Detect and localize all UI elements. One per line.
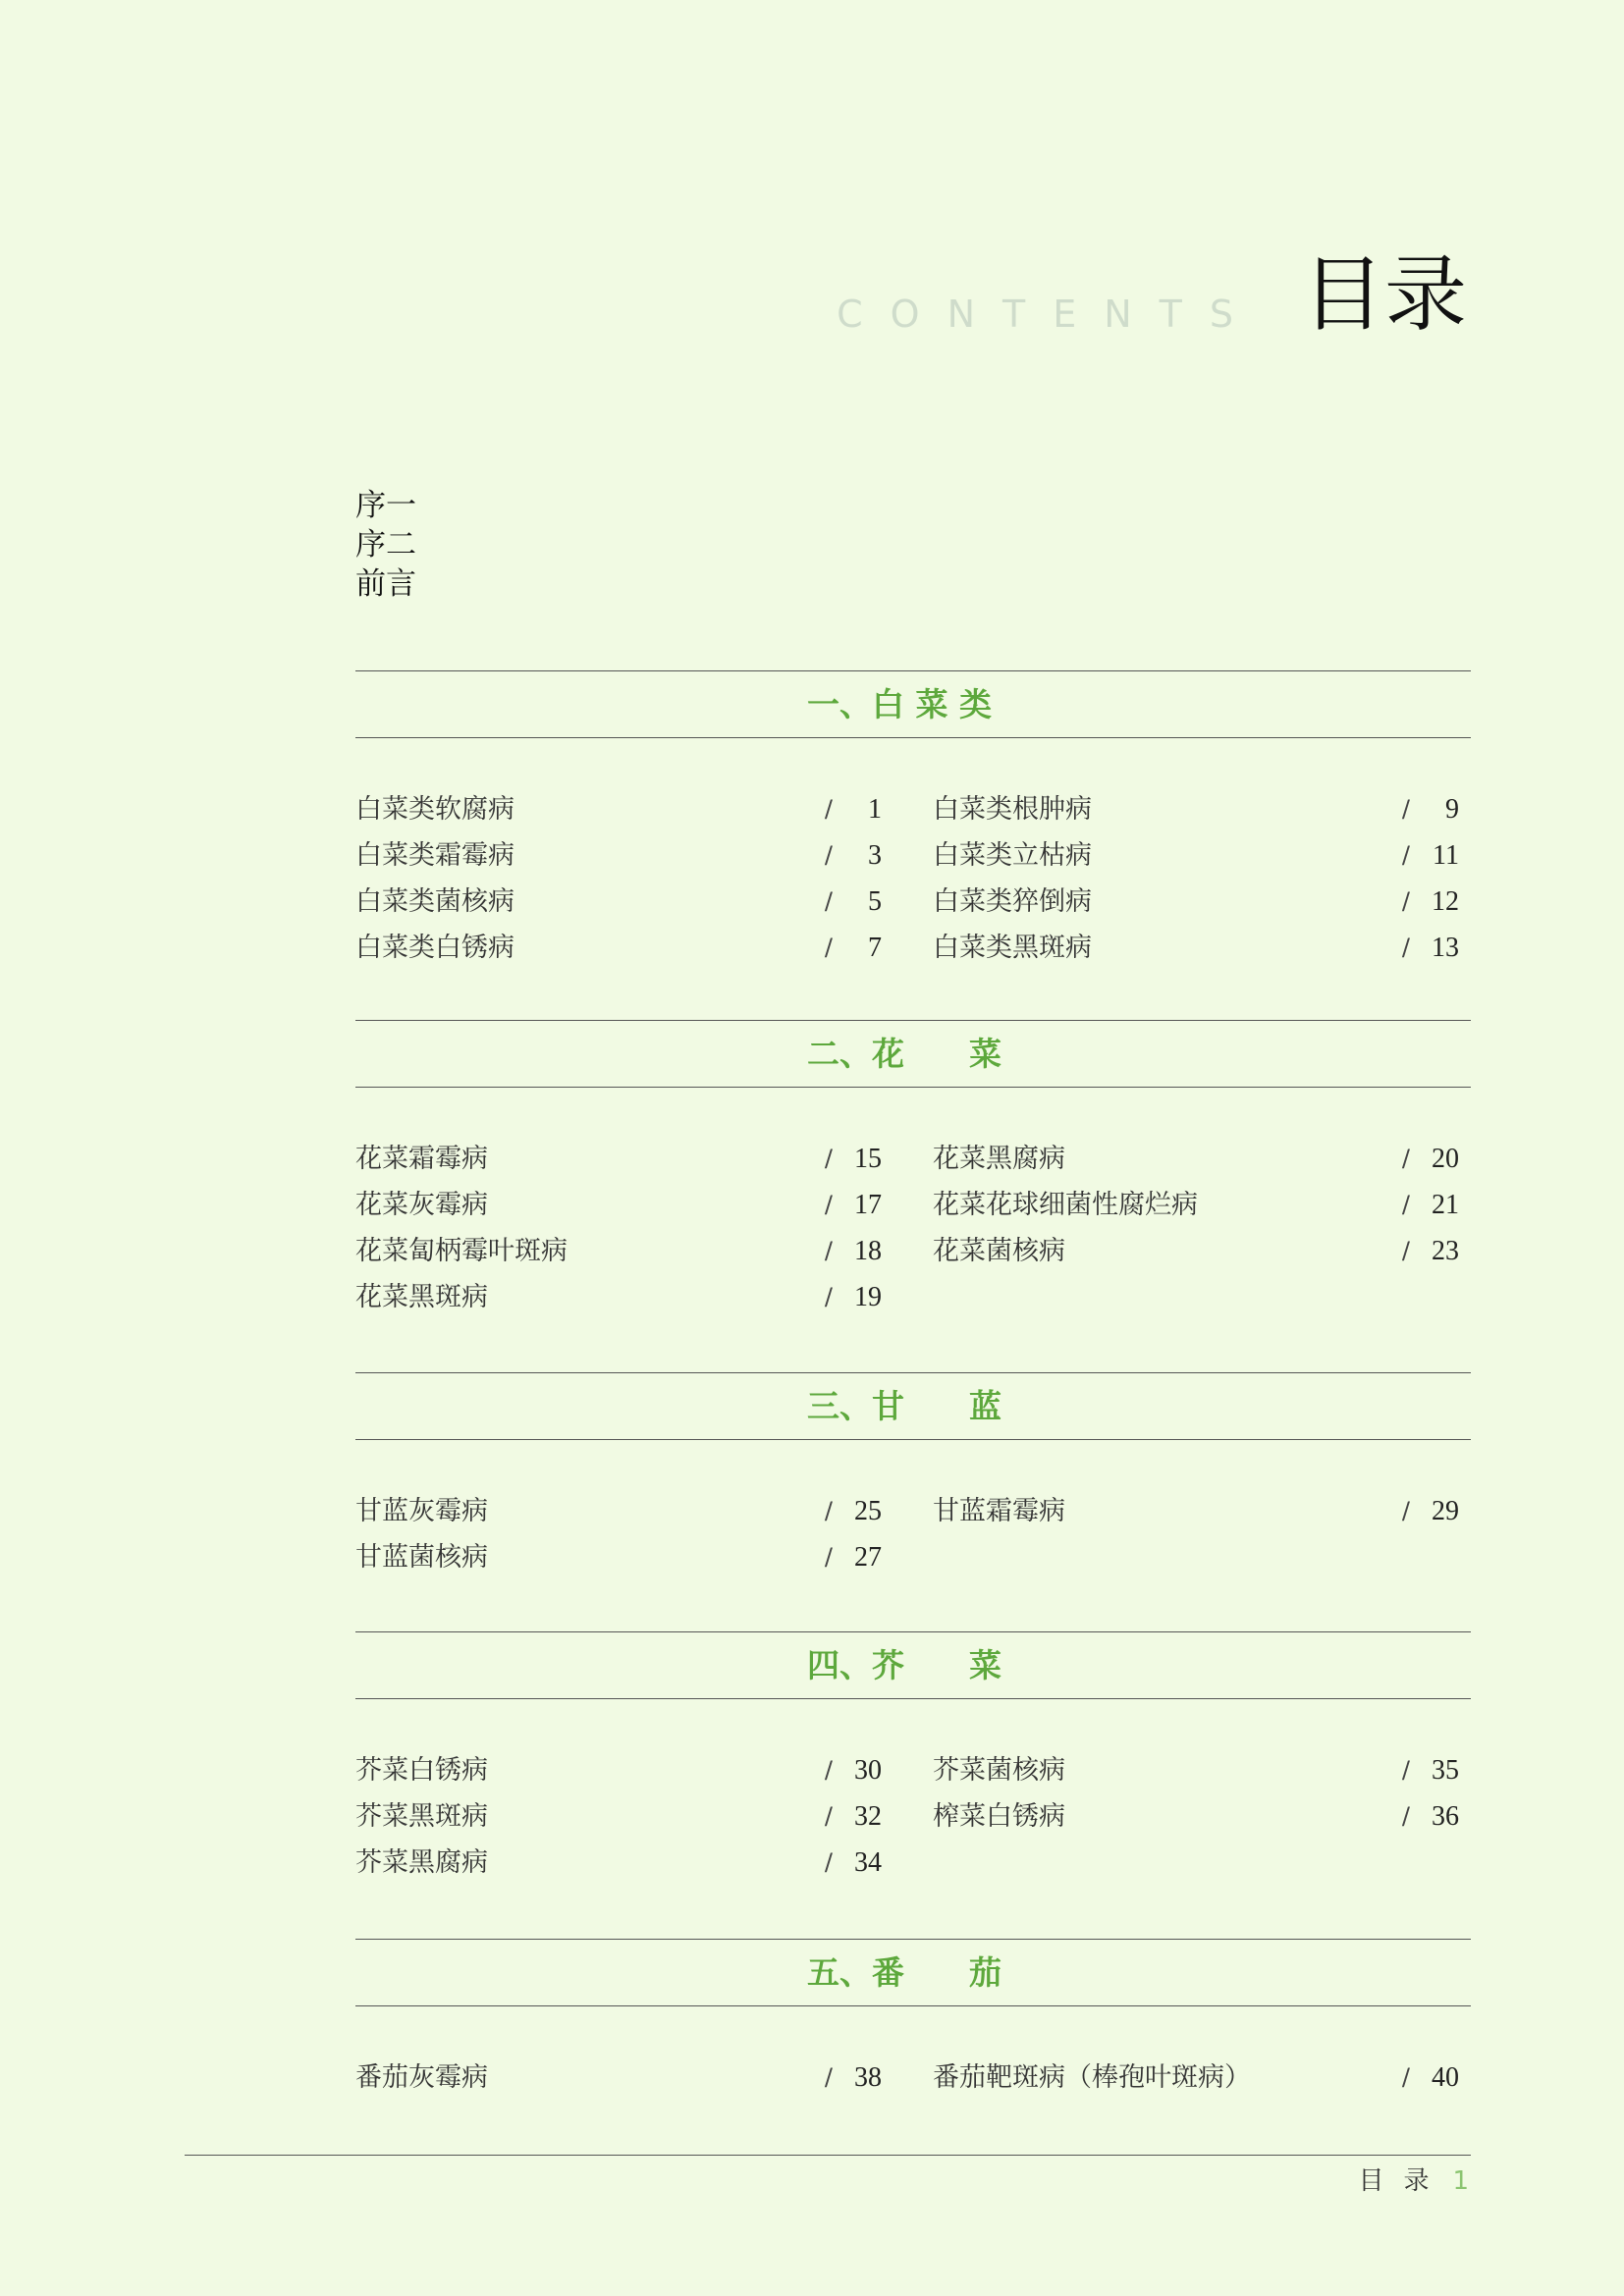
section-header [355, 1631, 1471, 1699]
toc-entry-page-number: 30 [854, 1755, 882, 1786]
toc-entry-page-number: 3 [868, 840, 882, 871]
toc-section [355, 1020, 1471, 1312]
toc-entry-page-number: 17 [854, 1190, 882, 1220]
toc-entry[interactable] [355, 2055, 882, 2101]
toc-section [355, 1631, 1471, 1878]
toc-entry-separator: / [824, 1237, 833, 1264]
toc-entry-page-number: 25 [854, 1496, 882, 1526]
toc-entry-title: 榨菜白锈病 [933, 1801, 1065, 1832]
toc-entry[interactable] [933, 1488, 1459, 1534]
toc-entry-separator: / [824, 1802, 833, 1830]
toc-entry[interactable] [355, 879, 882, 925]
toc-entry-page-number: 20 [1432, 1144, 1459, 1174]
toc-entry[interactable] [355, 786, 882, 832]
toc-entry-page-number: 7 [868, 933, 882, 963]
toc-entry-title: 花菜花球细菌性腐烂病 [933, 1190, 1198, 1220]
section-title: 五、番 茄 [807, 1953, 1001, 1992]
toc-entry-title: 甘蓝菌核病 [355, 1542, 488, 1573]
toc-entry[interactable] [933, 879, 1459, 925]
toc-entry-page-number: 5 [868, 886, 882, 917]
toc-entry-separator: / [1401, 1497, 1410, 1524]
toc-entry[interactable] [933, 786, 1459, 832]
toc-preface-2[interactable]: 序二 [355, 527, 416, 562]
toc-entry-title: 甘蓝灰霉病 [355, 1496, 488, 1526]
toc-entry-separator: / [1401, 887, 1410, 915]
toc-entry[interactable] [933, 925, 1459, 971]
page-title: 目录 [1301, 246, 1467, 343]
toc-entry-page-number: 38 [854, 2062, 882, 2093]
toc-entry[interactable] [933, 1793, 1459, 1840]
toc-entry-separator: / [1401, 1191, 1410, 1218]
section-header [355, 1372, 1471, 1440]
page-footer [1358, 2162, 1469, 2201]
toc-preface-1[interactable]: 序一 [355, 488, 416, 523]
toc-entry-separator: / [1401, 795, 1410, 823]
toc-section [355, 670, 1471, 963]
toc-entry-title: 花菜灰霉病 [355, 1190, 488, 1220]
toc-entry-title: 番茄靶斑病（棒孢叶斑病） [933, 2062, 1251, 2093]
toc-entry-page-number: 18 [854, 1236, 882, 1266]
toc-entry-separator: / [1401, 1756, 1410, 1784]
toc-entry-page-number: 34 [854, 1847, 882, 1878]
section-header [355, 1020, 1471, 1088]
toc-entry-separator: / [1401, 841, 1410, 869]
toc-foreword[interactable]: 前言 [355, 566, 416, 602]
toc-entry-separator: / [824, 2063, 833, 2091]
toc-entry-title: 白菜类猝倒病 [933, 886, 1092, 917]
toc-entry[interactable] [933, 1136, 1459, 1182]
toc-entry-separator: / [824, 1497, 833, 1524]
section-title: 四、芥 菜 [807, 1646, 1001, 1684]
toc-entry-page-number: 21 [1432, 1190, 1459, 1220]
toc-entry-separator: / [1401, 934, 1410, 961]
toc-entry-page-number: 32 [854, 1801, 882, 1832]
toc-entry-title: 番茄灰霉病 [355, 2062, 488, 2093]
toc-entry-separator: / [1401, 1145, 1410, 1172]
toc-entry-page-number: 15 [854, 1144, 882, 1174]
toc-entry-page-number: 11 [1433, 840, 1459, 871]
toc-entry-page-number: 13 [1432, 933, 1459, 963]
toc-entry-title: 芥菜黑斑病 [355, 1801, 488, 1832]
toc-entry-page-number: 35 [1432, 1755, 1459, 1786]
toc-entry-page-number: 1 [868, 794, 882, 825]
toc-entry[interactable] [355, 1228, 882, 1274]
toc-entry[interactable] [933, 832, 1459, 879]
section-title: 一、白 菜 类 [807, 685, 992, 723]
toc-entry-separator: / [824, 841, 833, 869]
toc-entry-title: 花菜霜霉病 [355, 1144, 488, 1174]
toc-entry[interactable] [933, 1182, 1459, 1228]
contents-word: CONTENTS [837, 293, 1261, 336]
toc-entry-title: 花菜黑腐病 [933, 1144, 1065, 1174]
preface-list [355, 486, 416, 604]
footer-label: 目录 [1358, 2166, 1449, 2196]
toc-entry-page-number: 27 [854, 1542, 882, 1573]
toc-entry[interactable] [355, 1840, 882, 1886]
section-title: 二、花 菜 [807, 1035, 1001, 1073]
toc-entry-title: 芥菜黑腐病 [355, 1847, 488, 1878]
toc-entry-separator: / [824, 1543, 833, 1571]
toc-section [355, 1939, 1471, 2093]
toc-entry-title: 白菜类黑斑病 [933, 933, 1092, 963]
toc-entry-page-number: 23 [1432, 1236, 1459, 1266]
toc-entry-page-number: 19 [854, 1282, 882, 1312]
toc-entry-separator: / [824, 1756, 833, 1784]
toc-entry-separator: / [824, 1145, 833, 1172]
toc-entry-separator: / [824, 795, 833, 823]
toc-entry-title: 芥菜白锈病 [355, 1755, 488, 1786]
toc-entry-title: 白菜类菌核病 [355, 886, 514, 917]
toc-entry-page-number: 9 [1445, 794, 1459, 825]
toc-entry[interactable] [355, 1136, 882, 1182]
toc-entry-separator: / [1401, 1237, 1410, 1264]
toc-entry-separator: / [1401, 1802, 1410, 1830]
toc-entry-separator: / [824, 887, 833, 915]
toc-entry[interactable] [933, 2055, 1459, 2101]
toc-entry[interactable] [355, 1793, 882, 1840]
toc-entry-separator: / [824, 1191, 833, 1218]
toc-entry-title: 甘蓝霜霉病 [933, 1496, 1065, 1526]
toc-entry-separator: / [824, 934, 833, 961]
toc-entry[interactable] [355, 832, 882, 879]
toc-entry-title: 白菜类白锈病 [355, 933, 514, 963]
toc-section [355, 1372, 1471, 1573]
toc-entry-page-number: 12 [1432, 886, 1459, 917]
toc-entry[interactable] [355, 1274, 882, 1320]
toc-entry-title: 花菜黑斑病 [355, 1282, 488, 1312]
toc-entry[interactable] [355, 1534, 882, 1580]
toc-entry-title: 芥菜菌核病 [933, 1755, 1065, 1786]
toc-entry[interactable] [355, 1747, 882, 1793]
toc-entry[interactable] [355, 925, 882, 971]
toc-entry[interactable] [355, 1488, 882, 1534]
toc-entry-page-number: 40 [1432, 2062, 1459, 2093]
toc-entry-title: 白菜类软腐病 [355, 794, 514, 825]
toc-entry-title: 白菜类霜霉病 [355, 840, 514, 871]
toc-entry-page-number: 36 [1432, 1801, 1459, 1832]
section-title: 三、甘 蓝 [807, 1387, 1001, 1425]
toc-entry-separator: / [824, 1283, 833, 1310]
toc-entry-title: 花菜菌核病 [933, 1236, 1065, 1266]
toc-entry-separator: / [1401, 2063, 1410, 2091]
toc-entry[interactable] [933, 1228, 1459, 1274]
toc-entry-title: 花菜匐柄霉叶斑病 [355, 1236, 568, 1266]
toc-entry-title: 白菜类根肿病 [933, 794, 1092, 825]
section-header [355, 670, 1471, 738]
section-header [355, 1939, 1471, 2006]
toc-entry-title: 白菜类立枯病 [933, 840, 1092, 871]
toc-entry[interactable] [933, 1747, 1459, 1793]
toc-entry-page-number: 29 [1432, 1496, 1459, 1526]
footer-page-number: 1 [1452, 2166, 1469, 2196]
footer-rule [185, 2155, 1471, 2156]
toc-entry[interactable] [355, 1182, 882, 1228]
toc-entry-separator: / [824, 1848, 833, 1876]
